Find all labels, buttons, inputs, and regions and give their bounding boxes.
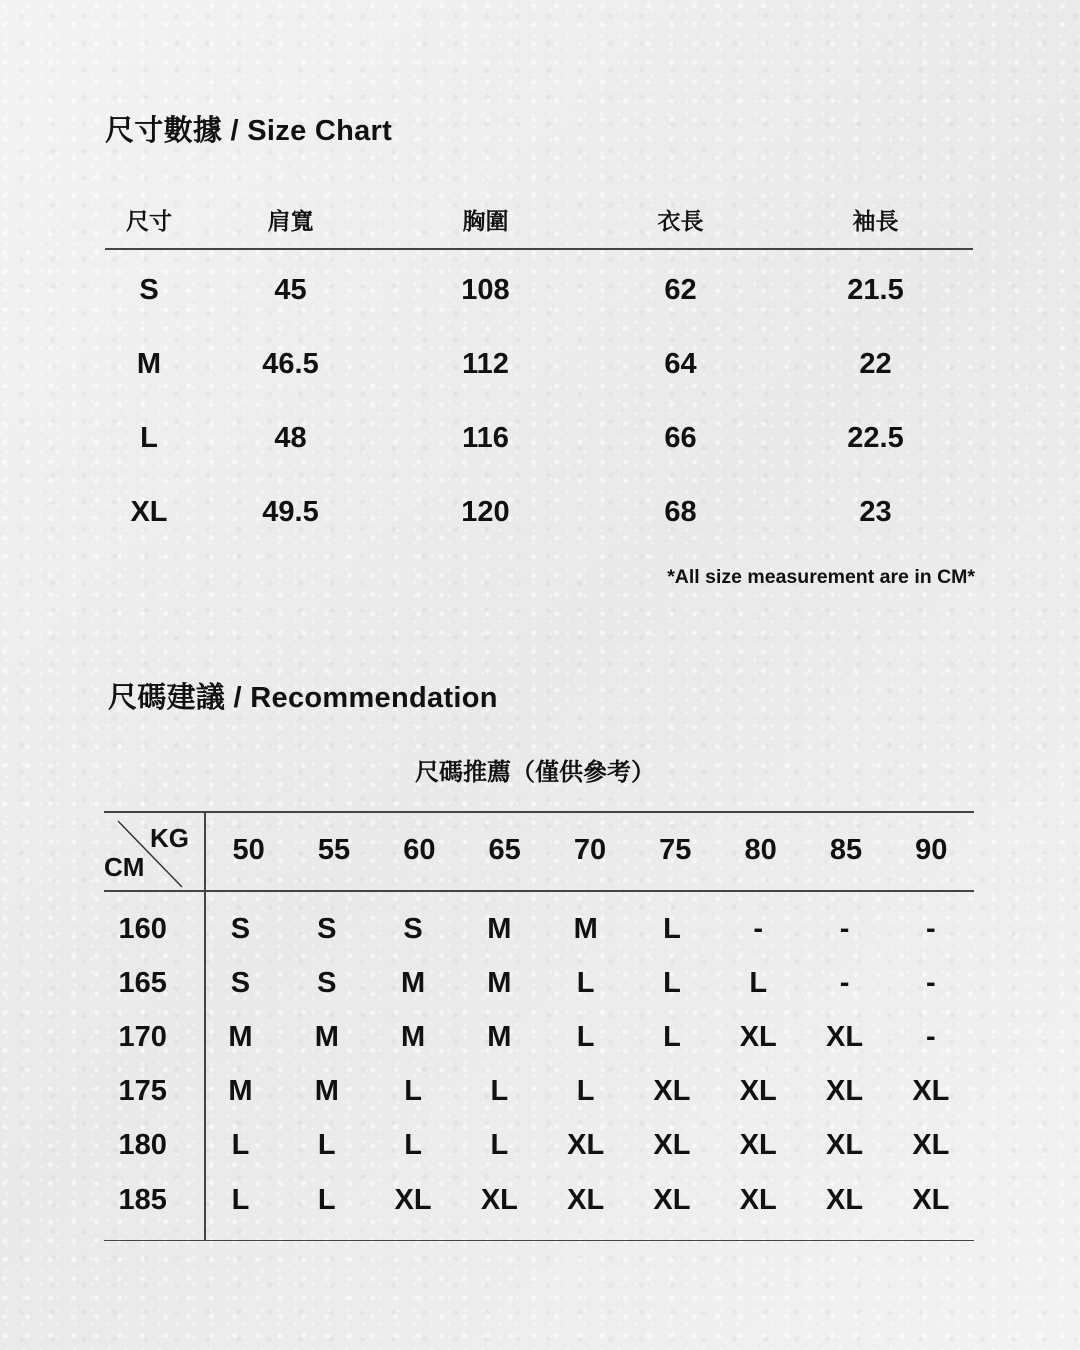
weight-header-cell: 80 [744, 834, 777, 866]
recommended-size-cell: XL [912, 1183, 950, 1216]
measurement-cell: 48 [274, 422, 307, 454]
recommended-size-cell: L [231, 1183, 250, 1216]
recommended-size-cell: XL [653, 1129, 691, 1162]
measurement-cell: 62 [664, 274, 697, 306]
recommended-size-cell: M [487, 966, 512, 999]
table-bottom-line [104, 1240, 974, 1242]
recommended-size-cell: L [317, 1183, 336, 1216]
measurement-cell: 22.5 [847, 422, 904, 454]
size-chart-header-row [105, 190, 973, 248]
recommended-size-cell: L [576, 1075, 595, 1108]
recommended-size-cell: XL [826, 1129, 864, 1162]
recommended-size-cell: L [490, 1129, 509, 1162]
measurement-cell: 49.5 [262, 496, 319, 528]
header-sleeve: 袖長 [852, 207, 899, 234]
recommendation-body [104, 902, 974, 1227]
height-cell: 185 [118, 1183, 167, 1216]
measurement-cell: 23 [859, 496, 892, 528]
size-chart-row [105, 476, 973, 550]
header-size: 尺寸 [126, 207, 172, 234]
kg-label: KG [150, 823, 189, 853]
size-cells-group [197, 1021, 974, 1054]
recommended-size-cell: - [926, 1020, 936, 1053]
corner-cell [104, 811, 204, 890]
recommended-size-cell: XL [567, 1183, 605, 1216]
recommended-size-cell: L [490, 1075, 509, 1108]
measurement-cell: 22 [859, 348, 892, 380]
recommended-size-cell: M [400, 966, 426, 999]
recommended-size-cell: XL [739, 1183, 777, 1216]
recommendation-row [104, 1065, 974, 1119]
recommendation-row [104, 956, 974, 1010]
recommended-size-cell: XL [394, 1183, 432, 1216]
cm-label: CM [104, 852, 145, 882]
size-label-cell: XL [130, 496, 168, 528]
recommended-size-cell: L [663, 1020, 681, 1053]
recommended-size-cell: M [228, 1020, 253, 1053]
recommended-size-cell: - [926, 966, 936, 999]
size-chart-row [105, 402, 973, 476]
recommended-size-cell: M [487, 1020, 512, 1053]
recommended-size-cell: S [230, 966, 251, 999]
recommendation-row [104, 1173, 974, 1227]
weight-header-cell: 50 [232, 834, 265, 866]
weight-header-cell: 55 [317, 834, 351, 866]
recommendation-title: 尺碼建議 / Recommendation [108, 682, 498, 714]
size-chart-body [105, 254, 973, 550]
size-chart-divider [105, 248, 973, 250]
weight-header-row [206, 811, 974, 890]
size-cells-group [197, 1184, 974, 1217]
measurement-cell: 120 [461, 496, 510, 528]
recommended-size-cell: M [228, 1075, 253, 1108]
recommended-size-cell: XL [739, 1129, 777, 1162]
recommended-size-cell: L [576, 1020, 595, 1053]
height-cell: 160 [118, 912, 167, 945]
weight-header-cell: 65 [488, 834, 521, 866]
size-chart-row [105, 254, 973, 328]
measurement-cell: 46.5 [262, 348, 319, 380]
header-shoulder: 肩寬 [267, 207, 314, 234]
recommended-size-cell: L [231, 1129, 250, 1162]
height-cell: 165 [118, 966, 167, 999]
measurement-cell: 68 [664, 496, 697, 528]
measurement-cell: 66 [664, 422, 697, 454]
recommended-size-cell: XL [653, 1075, 691, 1108]
recommended-size-cell: - [839, 912, 850, 945]
size-label-cell: S [139, 274, 159, 306]
weight-header-cell: 60 [403, 834, 436, 866]
recommended-size-cell: - [753, 912, 764, 945]
recommended-size-cell: L [576, 966, 595, 999]
weight-header-cell: 75 [659, 834, 692, 866]
height-cell: 175 [118, 1075, 167, 1108]
recommended-size-cell: M [314, 1075, 339, 1108]
recommendation-subtitle: 尺碼推薦（僅供參考） [415, 759, 655, 786]
measurement-cell: 21.5 [847, 274, 904, 306]
recommended-size-cell: S [317, 966, 337, 999]
recommended-size-cell: S [403, 912, 423, 945]
table-header-line [104, 890, 974, 892]
size-cells-group [197, 1129, 974, 1162]
header-length: 衣長 [657, 207, 704, 234]
header-chest: 胸圍 [462, 207, 509, 234]
recommended-size-cell: XL [739, 1020, 777, 1053]
recommended-size-cell: L [317, 1129, 336, 1162]
weight-header-cell: 90 [915, 834, 948, 866]
recommendation-table [104, 811, 974, 1241]
recommendation-row [104, 1119, 974, 1173]
measurement-cell: 64 [664, 348, 697, 380]
size-chart-row [105, 328, 973, 402]
size-chart-table [105, 190, 973, 550]
measurement-cell: 112 [462, 348, 509, 380]
size-label-cell: L [140, 422, 158, 454]
recommended-size-cell: M [487, 912, 512, 945]
recommended-size-cell: S [230, 912, 251, 945]
measurement-cell: 108 [461, 274, 510, 306]
size-cells-group [197, 913, 974, 946]
recommended-size-cell: L [404, 1075, 422, 1108]
recommended-size-cell: - [926, 912, 936, 945]
weight-header-cell: 70 [573, 834, 607, 866]
recommended-size-cell: XL [653, 1183, 691, 1216]
recommended-size-cell: M [400, 1020, 426, 1053]
recommended-size-cell: XL [826, 1075, 864, 1108]
height-cell: 180 [118, 1129, 167, 1162]
measurement-note: *All size measurement are in CM* [667, 566, 975, 588]
recommended-size-cell: XL [739, 1075, 777, 1108]
recommended-size-cell: S [317, 912, 337, 945]
recommended-size-cell: L [749, 966, 768, 999]
measurement-cell: 116 [462, 422, 509, 454]
recommended-size-cell: XL [567, 1129, 605, 1162]
recommended-size-cell: XL [480, 1183, 518, 1216]
size-label-cell: M [136, 348, 162, 380]
recommended-size-cell: XL [826, 1020, 864, 1053]
recommended-size-cell: M [573, 912, 598, 945]
recommendation-row [104, 902, 974, 956]
size-cells-group [197, 967, 974, 1000]
recommended-size-cell: L [663, 912, 681, 945]
weight-header-cell: 85 [829, 834, 863, 866]
size-chart-title: 尺寸數據 / Size Chart [105, 115, 393, 147]
measurement-cell: 45 [274, 274, 307, 306]
recommended-size-cell: XL [826, 1183, 864, 1216]
recommended-size-cell: L [404, 1129, 422, 1162]
recommended-size-cell: - [839, 966, 850, 999]
recommended-size-cell: L [663, 966, 681, 999]
recommended-size-cell: XL [912, 1129, 950, 1162]
recommended-size-cell: XL [912, 1075, 950, 1108]
height-cell: 170 [118, 1020, 167, 1053]
recommended-size-cell: M [314, 1020, 339, 1053]
size-cells-group [197, 1075, 974, 1108]
recommendation-row [104, 1010, 974, 1064]
